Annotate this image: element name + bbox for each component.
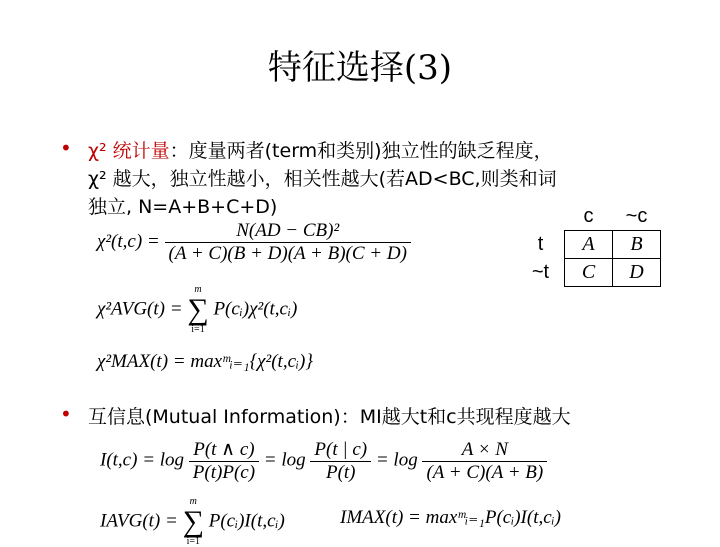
mi-lhs: I(t,c) = log bbox=[100, 449, 185, 471]
mi-f2-numerator: P(t | c) bbox=[310, 439, 371, 462]
sum-lower-limit: i=1 bbox=[191, 324, 205, 335]
mi-f3-denominator: (A + C)(A + B) bbox=[426, 461, 544, 483]
mi-f1-denominator: P(t)P(c) bbox=[192, 462, 256, 483]
mi-avg-rhs: P(cᵢ)I(t,cᵢ) bbox=[208, 510, 285, 532]
mi-fraction-2 bbox=[310, 439, 371, 484]
chi-square-label: χ² 统计量 bbox=[88, 140, 170, 162]
contingency-table bbox=[517, 203, 661, 287]
bullet-marker: • bbox=[60, 402, 72, 426]
chi-max-formula: χ²MAX(t) = maxᵐᵢ₌₁{χ²(t,cᵢ)} bbox=[97, 351, 313, 372]
table-col-header: c bbox=[583, 205, 594, 227]
slide-title: 特征选择(3) bbox=[267, 48, 453, 88]
mi-fraction-1 bbox=[189, 438, 259, 484]
mi-formula bbox=[100, 438, 547, 484]
bullet1-line1-text: ：度量两者(term和类别)独立性的缺乏程度， bbox=[169, 140, 553, 162]
bullet1-line3: 独立, N=A+B+C+D) bbox=[88, 196, 278, 218]
sum-lower-limit: i=1 bbox=[186, 536, 200, 547]
mi-avg-lhs: IAVG(t) = bbox=[100, 510, 178, 532]
summation-icon: m ∑ i=1 bbox=[182, 496, 204, 547]
mi-f1-numerator: P(t ∧ c) bbox=[189, 438, 259, 462]
chi-square-formula bbox=[97, 220, 411, 265]
sum-upper-limit: m bbox=[189, 496, 197, 507]
sum-upper-limit: m bbox=[194, 284, 202, 295]
bullet1-line2: χ² 越大，独立性越小，相关性越大(若AD<BC,则类和词 bbox=[88, 168, 557, 190]
table-row-header: t bbox=[537, 233, 544, 255]
table-cell: A bbox=[565, 231, 613, 259]
chi-avg-lhs: χ²AVG(t) = bbox=[97, 298, 183, 320]
chi-denominator: (A + C)(B + D)(A + B)(C + D) bbox=[168, 243, 407, 264]
table-cell: B bbox=[613, 231, 661, 259]
chi-formula-lhs: χ²(t,c) = bbox=[97, 230, 160, 252]
chi-avg-formula bbox=[97, 285, 297, 335]
bullet2-text: 互信息(Mutual Information)：MI越大t和c共现程度越大 bbox=[88, 406, 571, 428]
mi-eq3: = log bbox=[375, 449, 418, 471]
mi-max-formula: IMAX(t) = maxᵐᵢ₌₁P(cᵢ)I(t,cᵢ) bbox=[340, 507, 561, 528]
table-cell: C bbox=[565, 259, 613, 287]
mi-eq2: = log bbox=[263, 449, 306, 471]
chi-numerator: N(AD − CB)² bbox=[165, 220, 411, 243]
chi-avg-rhs: P(cᵢ)χ²(t,cᵢ) bbox=[213, 298, 298, 320]
table-cell: D bbox=[613, 259, 661, 287]
mi-fraction-3 bbox=[422, 439, 547, 484]
mi-f3-numerator: A × N bbox=[422, 439, 547, 462]
summation-icon: m ∑ i=1 bbox=[187, 284, 209, 335]
table-col-header: ~c bbox=[625, 205, 648, 227]
chi-fraction bbox=[165, 220, 411, 265]
mi-f2-denominator: P(t) bbox=[325, 461, 356, 483]
table-corner bbox=[517, 203, 565, 231]
bullet-marker: • bbox=[60, 136, 72, 160]
bullet1-line1 bbox=[88, 136, 553, 163]
table-row-header: ~t bbox=[531, 261, 550, 283]
